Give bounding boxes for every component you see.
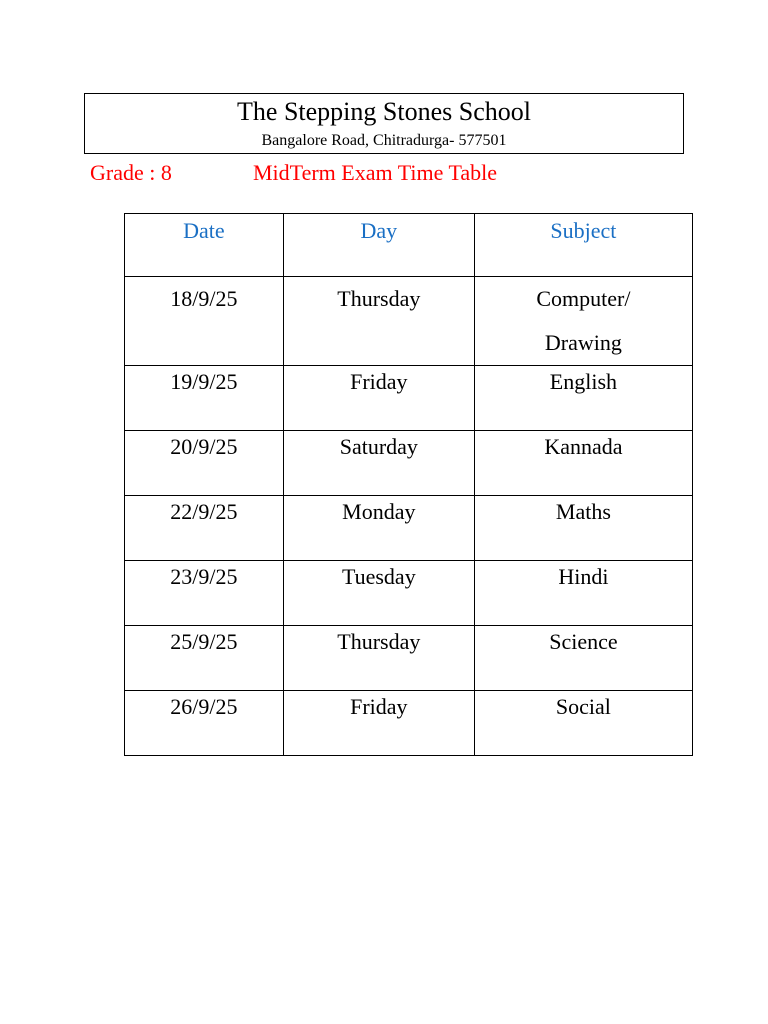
date-cell: 19/9/25 — [125, 366, 284, 431]
subject-line-2: Drawing — [544, 330, 622, 355]
subject-line-1: Computer/ — [536, 286, 631, 311]
subject-cell: Kannada — [474, 431, 692, 496]
grade-label: Grade : 8 — [90, 160, 172, 185]
exam-timetable — [124, 213, 693, 756]
date-cell: 25/9/25 — [125, 626, 284, 691]
subject-cell: Social — [474, 691, 692, 756]
table-row — [125, 691, 693, 756]
day-cell: Thursday — [283, 626, 474, 691]
date-cell: 20/9/25 — [125, 431, 284, 496]
date-cell: 18/9/25 — [125, 277, 284, 366]
school-address: Bangalore Road, Chitradurga- 577501 — [261, 132, 507, 149]
date-cell: 22/9/25 — [125, 496, 284, 561]
subject-cell: Science — [474, 626, 692, 691]
day-cell: Monday — [283, 496, 474, 561]
date-cell: 23/9/25 — [125, 561, 284, 626]
table-row — [125, 277, 693, 366]
table-row — [125, 431, 693, 496]
school-header-box — [84, 93, 684, 154]
subject-cell: English — [474, 366, 692, 431]
day-cell: Friday — [283, 691, 474, 756]
day-cell: Tuesday — [283, 561, 474, 626]
column-header-subject: Subject — [474, 214, 692, 277]
subject-cell — [474, 277, 692, 366]
table-row — [125, 561, 693, 626]
day-cell: Saturday — [283, 431, 474, 496]
school-name: The Stepping Stones School — [237, 97, 531, 126]
day-cell: Thursday — [283, 277, 474, 366]
table-header-row — [125, 214, 693, 277]
date-cell: 26/9/25 — [125, 691, 284, 756]
day-cell: Friday — [283, 366, 474, 431]
table-row — [125, 496, 693, 561]
exam-title: MidTerm Exam Time Table — [253, 160, 497, 185]
table-row — [125, 366, 693, 431]
column-header-date: Date — [125, 214, 284, 277]
subject-cell: Hindi — [474, 561, 692, 626]
table-row — [125, 626, 693, 691]
subject-cell: Maths — [474, 496, 692, 561]
column-header-day: Day — [283, 214, 474, 277]
